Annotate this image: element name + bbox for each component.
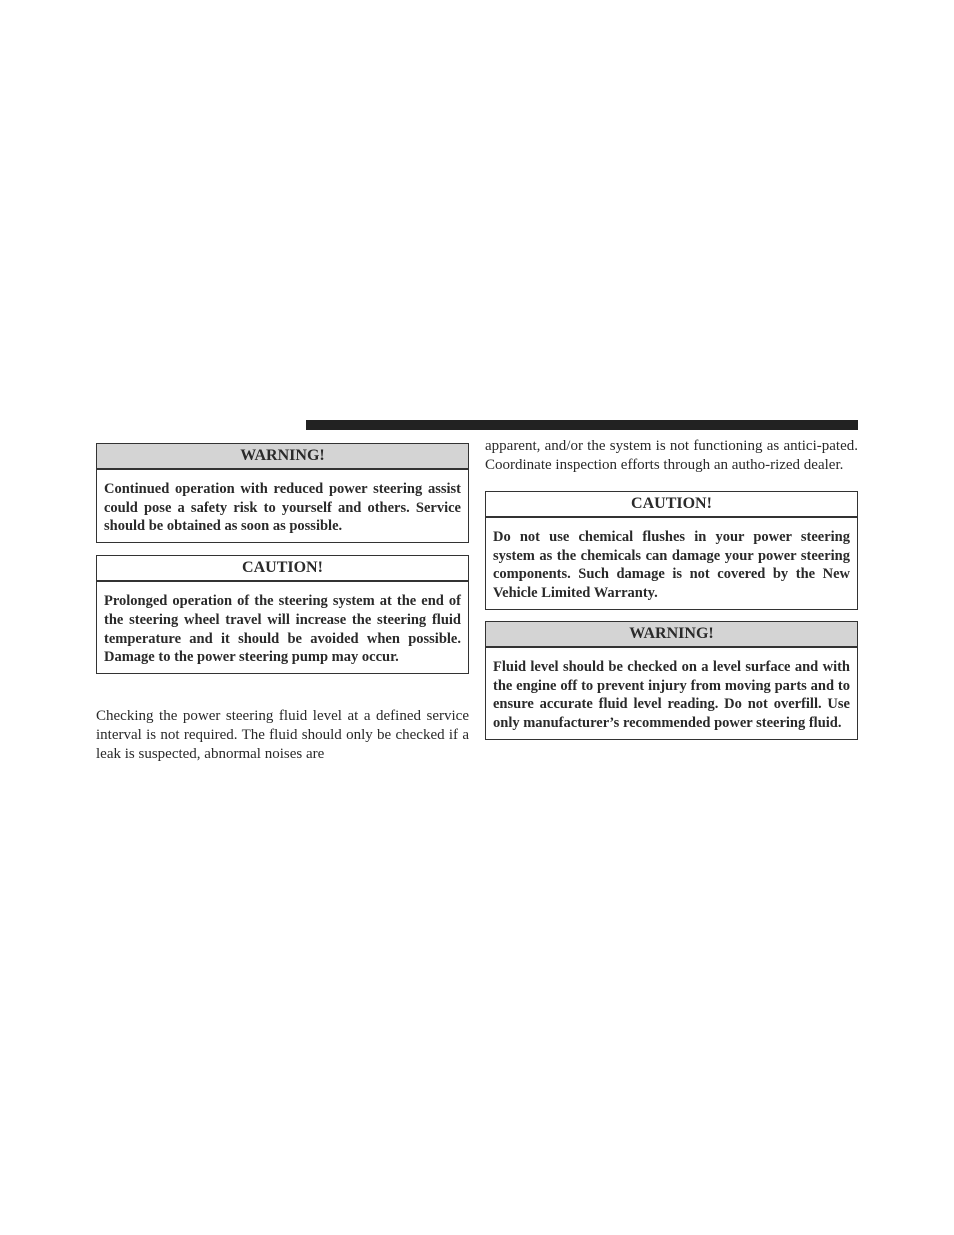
caution-box-chemical-flush (485, 491, 858, 610)
caution-text: Prolonged operation of the steering system at the end of the steering wheel travel will increase the steering fluid temperature and it should be avoided when possible. Damage to the power steering pump may occur. (104, 593, 461, 666)
right-column (485, 437, 858, 740)
caution-text: Do not use chemical flushes in your power steering system as the chemicals can damage your power steering components. Such damage is not covered by the New Vehicle Limited Warranty. (493, 529, 850, 602)
caution-header: CAUTION! (486, 492, 857, 518)
fluid-check-paragraph-continued: apparent, and/or the system is not functioning as antici-pated. Coordinate inspection efforts through an autho-rized dealer. (485, 438, 858, 473)
warning-header: WARNING! (486, 622, 857, 648)
warning-text: Fluid level should be checked on a level surface and with the engine off to prevent injury from moving parts and to ensure accurate fluid level reading. Do not overfill. Use only manufacturer’s recommended power steering fluid. (493, 658, 850, 731)
warning-header: WARNING! (97, 444, 468, 470)
header-rule (306, 420, 858, 430)
warning-box-reduced-assist (96, 443, 469, 543)
caution-header: CAUTION! (97, 556, 468, 582)
fluid-check-paragraph: Checking the power steering fluid level at a defined service interval is not required. The fluid should only be checked if a leak is suspected, abnormal noises are (96, 707, 469, 762)
caution-box-steering-travel (96, 555, 469, 674)
left-column (96, 443, 469, 764)
warning-text: Continued operation with reduced power steering assist could pose a safety risk to yourself and others. Service should be obtained as soon as possible. (104, 481, 461, 535)
warning-box-fluid-level (485, 621, 858, 740)
